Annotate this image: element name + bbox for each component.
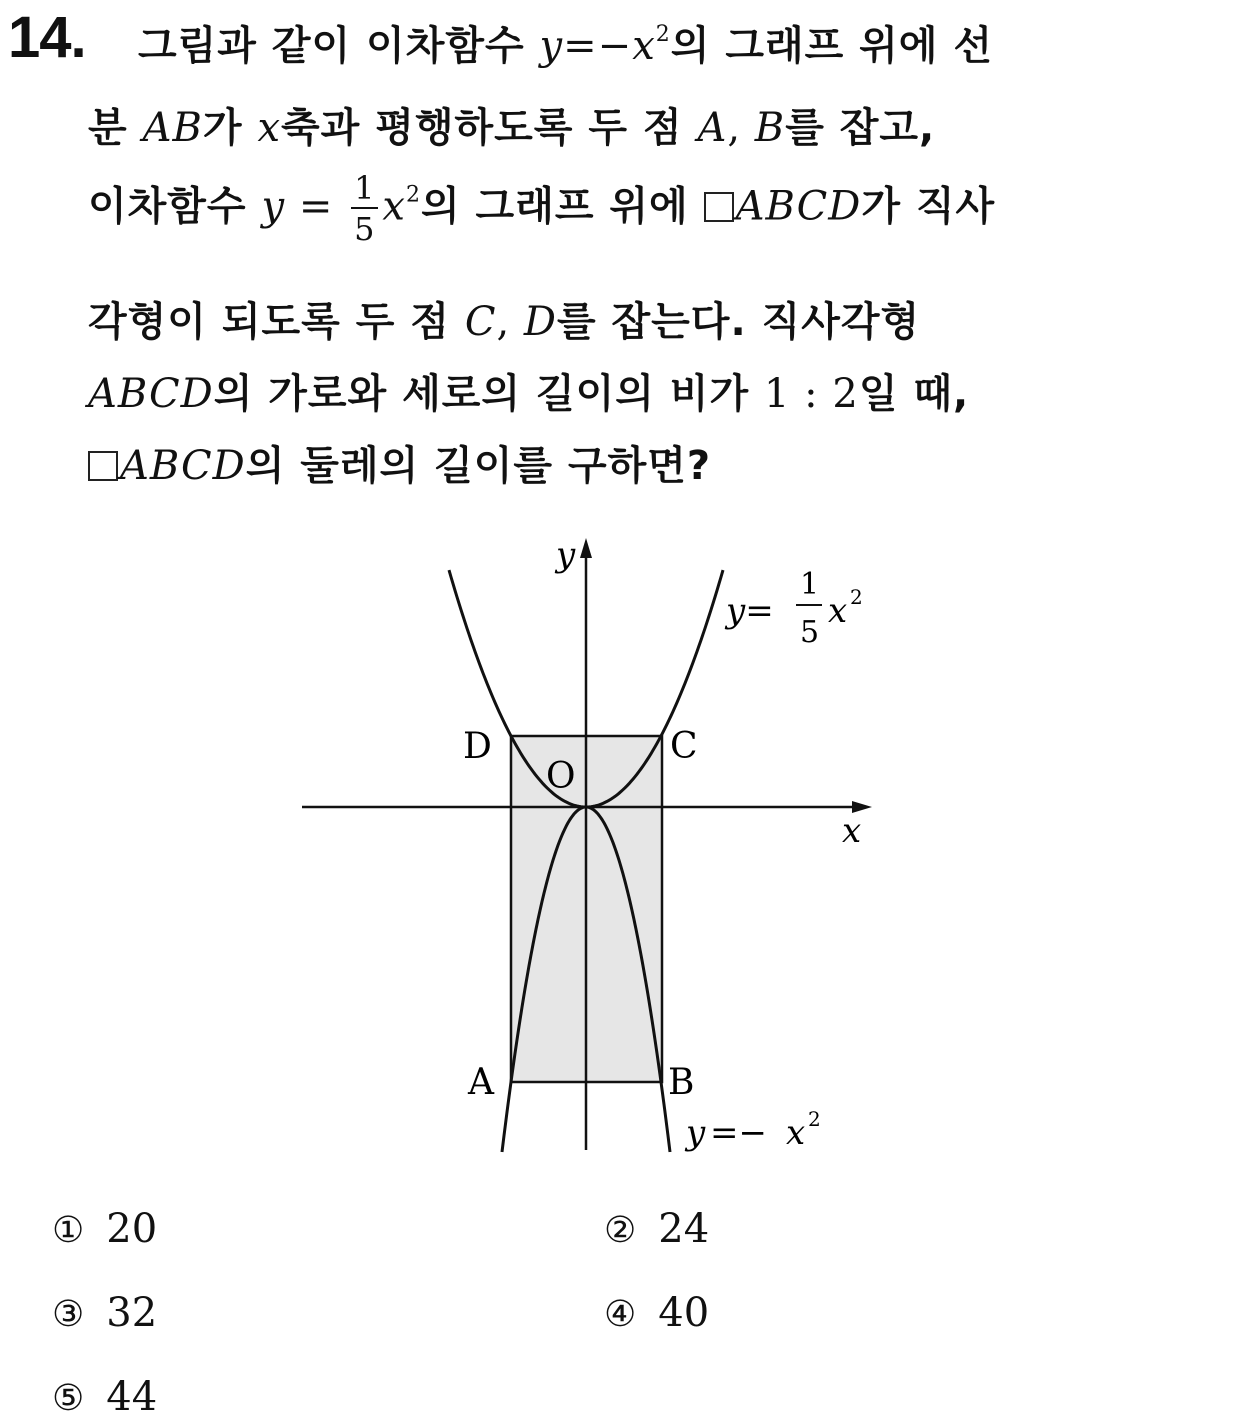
lower-curve-label xyxy=(684,1107,821,1153)
lower-curve-exp: 2 xyxy=(808,1107,821,1131)
point-c-label: C xyxy=(670,726,698,767)
question-number: 14. xyxy=(8,5,86,70)
point-d-label: D xyxy=(463,726,492,767)
choice-4[interactable]: ④ 40 xyxy=(604,1290,710,1336)
upper-curve-y: y= xyxy=(726,591,774,631)
point-a-label: A xyxy=(468,1062,494,1103)
point-b-label: B xyxy=(668,1062,695,1103)
upper-curve-den: 5 xyxy=(800,615,820,650)
y-axis-label: y xyxy=(556,535,576,575)
x-axis-label: x xyxy=(842,811,862,851)
upper-curve-num: 1 xyxy=(800,567,820,602)
upper-curve-exp: 2 xyxy=(850,585,863,609)
problem-line-3: 이차함수 y = $\frac{1}{5}$ $x^2$의 그래프 위에 ABCD가 직사 xyxy=(88,169,996,248)
rectangle-symbol-icon xyxy=(704,192,734,222)
problem-line-5: ABCD의 가로와 세로의 길이의 비가 1 : 2일 때, xyxy=(88,371,970,417)
choice-5[interactable]: ⑤ 44 xyxy=(52,1374,158,1420)
problem-line-6: ABCD의 둘레의 길이를 구하면? xyxy=(88,434,711,491)
choice-3[interactable]: ③ 32 xyxy=(52,1290,158,1336)
lower-curve-mid: =− xyxy=(710,1113,767,1153)
problem-line-2: 분 AB가 x축과 평행하도록 두 점 A, B를 잡고, xyxy=(88,105,936,151)
rectangle-symbol-icon xyxy=(88,451,118,481)
problem-line-4: 각형이 되도록 두 점 C, D를 잡는다. 직사각형 xyxy=(88,299,921,345)
y-axis-arrow-icon xyxy=(580,538,592,558)
choice-2[interactable]: ② 24 xyxy=(604,1206,710,1252)
lower-curve-y: y xyxy=(686,1113,706,1153)
upper-curve-x: x xyxy=(828,591,848,631)
lower-curve-x: x xyxy=(786,1113,806,1153)
parabola-figure xyxy=(0,520,1236,1170)
fraction-one-fifth: $\frac{1}{5}$ xyxy=(351,172,378,245)
origin-label: O xyxy=(546,756,576,797)
problem-line-1: 그림과 같이 이차함수 $y=-x^2$의 그래프 위에 선 xyxy=(138,22,994,69)
upper-curve-label xyxy=(724,567,863,650)
choice-1[interactable]: ① 20 xyxy=(52,1206,158,1252)
